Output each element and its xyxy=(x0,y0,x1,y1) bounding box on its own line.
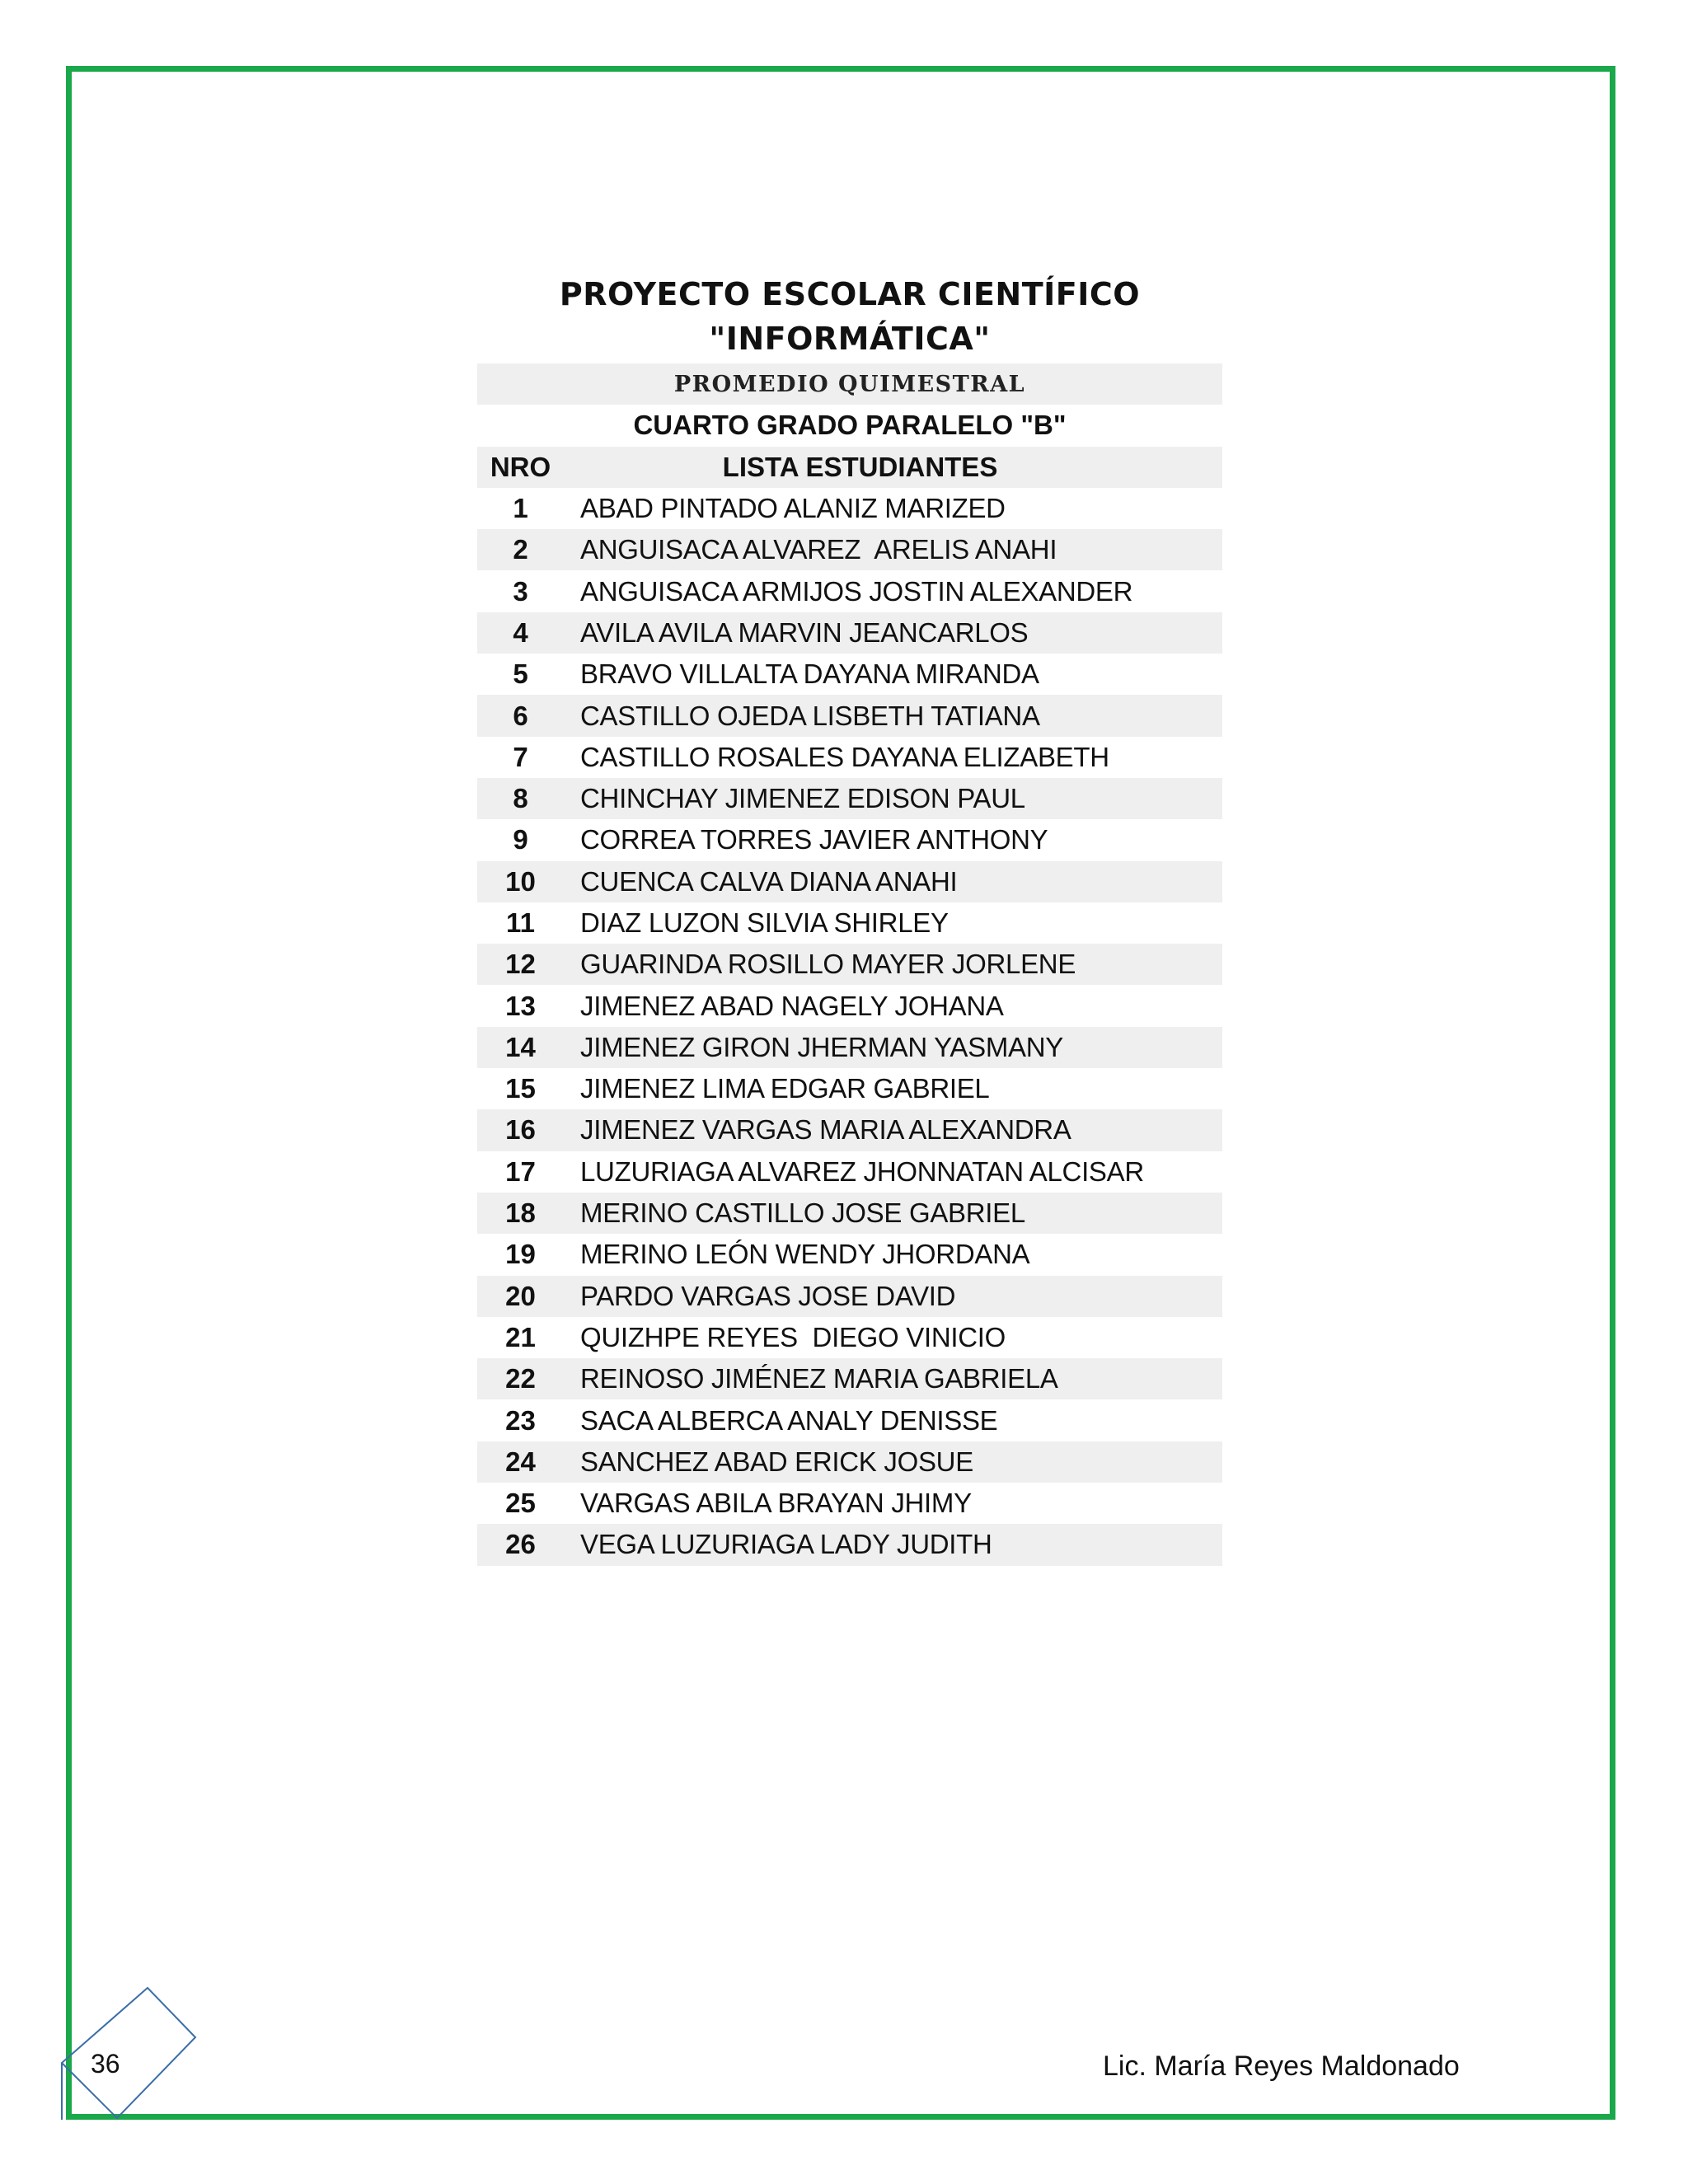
table-row xyxy=(477,1358,1222,1399)
student-number: 14 xyxy=(505,1031,536,1062)
corner-diamond-shape xyxy=(58,1978,206,2126)
student-number: 17 xyxy=(505,1155,536,1187)
page-title-subject: "INFORMÁTICA" xyxy=(709,321,991,357)
student-number: 26 xyxy=(505,1529,536,1560)
student-name: MERINO CASTILLO JOSE GABRIEL xyxy=(580,1197,1025,1229)
table-row xyxy=(477,1317,1222,1358)
student-number: 3 xyxy=(513,575,528,607)
student-name: SANCHEZ ABAD ERICK JOSUE xyxy=(580,1446,973,1477)
student-number: 21 xyxy=(505,1321,536,1352)
table-row xyxy=(477,819,1222,860)
student-number: 23 xyxy=(505,1404,536,1436)
table-row xyxy=(477,1109,1222,1151)
student-name: ANGUISACA ALVAREZ ARELIS ANAHI xyxy=(580,534,1057,565)
table-row xyxy=(477,488,1222,529)
student-number: 2 xyxy=(513,534,528,565)
student-number: 11 xyxy=(506,907,535,938)
page-number: 36 xyxy=(91,2049,120,2079)
student-name: ANGUISACA ARMIJOS JOSTIN ALEXANDER xyxy=(580,575,1133,607)
student-name: MERINO LEÓN WENDY JHORDANA xyxy=(580,1239,1030,1270)
student-name: AVILA AVILA MARVIN JEANCARLOS xyxy=(580,616,1029,648)
student-name: SACA ALBERCA ANALY DENISSE xyxy=(580,1404,998,1436)
table-row xyxy=(477,778,1222,819)
page-title: PROYECTO ESCOLAR CIENTÍFICO xyxy=(559,276,1141,312)
column-header-name: LISTA ESTUDIANTES xyxy=(722,451,998,482)
grade-title: CUARTO GRADO PARALELO "B" xyxy=(633,410,1067,441)
student-number: 8 xyxy=(513,783,528,814)
table-row xyxy=(477,654,1222,695)
student-name: GUARINDA ROSILLO MAYER JORLENE xyxy=(580,949,1076,980)
subtitle-row xyxy=(477,363,1222,405)
student-number: 16 xyxy=(505,1114,536,1146)
table-row xyxy=(477,1027,1222,1068)
table-row xyxy=(477,1524,1222,1565)
table-row xyxy=(477,1483,1222,1524)
title-block xyxy=(477,272,1222,361)
table-row xyxy=(477,612,1222,654)
student-number: 12 xyxy=(505,949,536,980)
table-row xyxy=(477,1234,1222,1275)
student-name: REINOSO JIMÉNEZ MARIA GABRIELA xyxy=(580,1363,1058,1394)
student-number: 1 xyxy=(513,493,528,524)
student-name: PARDO VARGAS JOSE DAVID xyxy=(580,1280,956,1311)
student-name: JIMENEZ LIMA EDGAR GABRIEL xyxy=(580,1073,990,1104)
student-name: CORREA TORRES JAVIER ANTHONY xyxy=(580,824,1048,855)
student-table xyxy=(477,363,1222,1566)
student-name: VEGA LUZURIAGA LADY JUDITH xyxy=(580,1529,992,1560)
column-header-nro: NRO xyxy=(490,451,551,482)
table-row xyxy=(477,529,1222,570)
table-row xyxy=(477,1151,1222,1193)
grade-row xyxy=(477,405,1222,446)
table-row xyxy=(477,1068,1222,1109)
student-name: VARGAS ABILA BRAYAN JHIMY xyxy=(580,1488,972,1519)
student-name: JIMENEZ GIRON JHERMAN YASMANY xyxy=(580,1031,1063,1062)
student-name: QUIZHPE REYES DIEGO VINICIO xyxy=(580,1321,1006,1352)
table-row xyxy=(477,1193,1222,1234)
table-row xyxy=(477,695,1222,736)
table-row xyxy=(477,1276,1222,1317)
student-number: 7 xyxy=(513,741,528,772)
table-row xyxy=(477,944,1222,985)
student-number: 20 xyxy=(505,1280,536,1311)
student-name: CUENCA CALVA DIANA ANAHI xyxy=(580,865,958,897)
student-number: 25 xyxy=(505,1488,536,1519)
student-number: 5 xyxy=(513,658,528,690)
student-name: CHINCHAY JIMENEZ EDISON PAUL xyxy=(580,783,1025,814)
student-name: JIMENEZ VARGAS MARIA ALEXANDRA xyxy=(580,1114,1071,1146)
student-number: 10 xyxy=(505,865,536,897)
table-row xyxy=(477,902,1222,944)
student-number: 22 xyxy=(505,1363,536,1394)
student-name: ABAD PINTADO ALANIZ MARIZED xyxy=(580,493,1006,524)
table-row xyxy=(477,861,1222,902)
student-name: JIMENEZ ABAD NAGELY JOHANA xyxy=(580,990,1004,1021)
student-number: 4 xyxy=(513,616,528,648)
student-name: CASTILLO ROSALES DAYANA ELIZABETH xyxy=(580,741,1109,772)
student-number: 18 xyxy=(505,1197,536,1229)
student-name: DIAZ LUZON SILVIA SHIRLEY xyxy=(580,907,949,938)
student-number: 9 xyxy=(513,824,528,855)
table-row xyxy=(477,985,1222,1026)
student-name: CASTILLO OJEDA LISBETH TATIANA xyxy=(580,700,1040,731)
student-number: 19 xyxy=(505,1239,536,1270)
student-name: LUZURIAGA ALVAREZ JHONNATAN ALCISAR xyxy=(580,1155,1144,1187)
footer-author: Lic. María Reyes Maldonado xyxy=(1103,2050,1460,2082)
student-number: 13 xyxy=(505,990,536,1021)
table-header xyxy=(477,447,1222,488)
student-name: BRAVO VILLALTA DAYANA MIRANDA xyxy=(580,658,1039,690)
table-row xyxy=(477,1441,1222,1483)
table-row xyxy=(477,570,1222,612)
student-number: 6 xyxy=(513,700,528,731)
student-number: 15 xyxy=(505,1073,536,1104)
student-number: 24 xyxy=(505,1446,536,1477)
subtitle: PROMEDIO QUIMESTRAL xyxy=(673,371,1026,397)
table-row xyxy=(477,737,1222,778)
table-row xyxy=(477,1399,1222,1441)
table-body xyxy=(477,488,1222,1566)
